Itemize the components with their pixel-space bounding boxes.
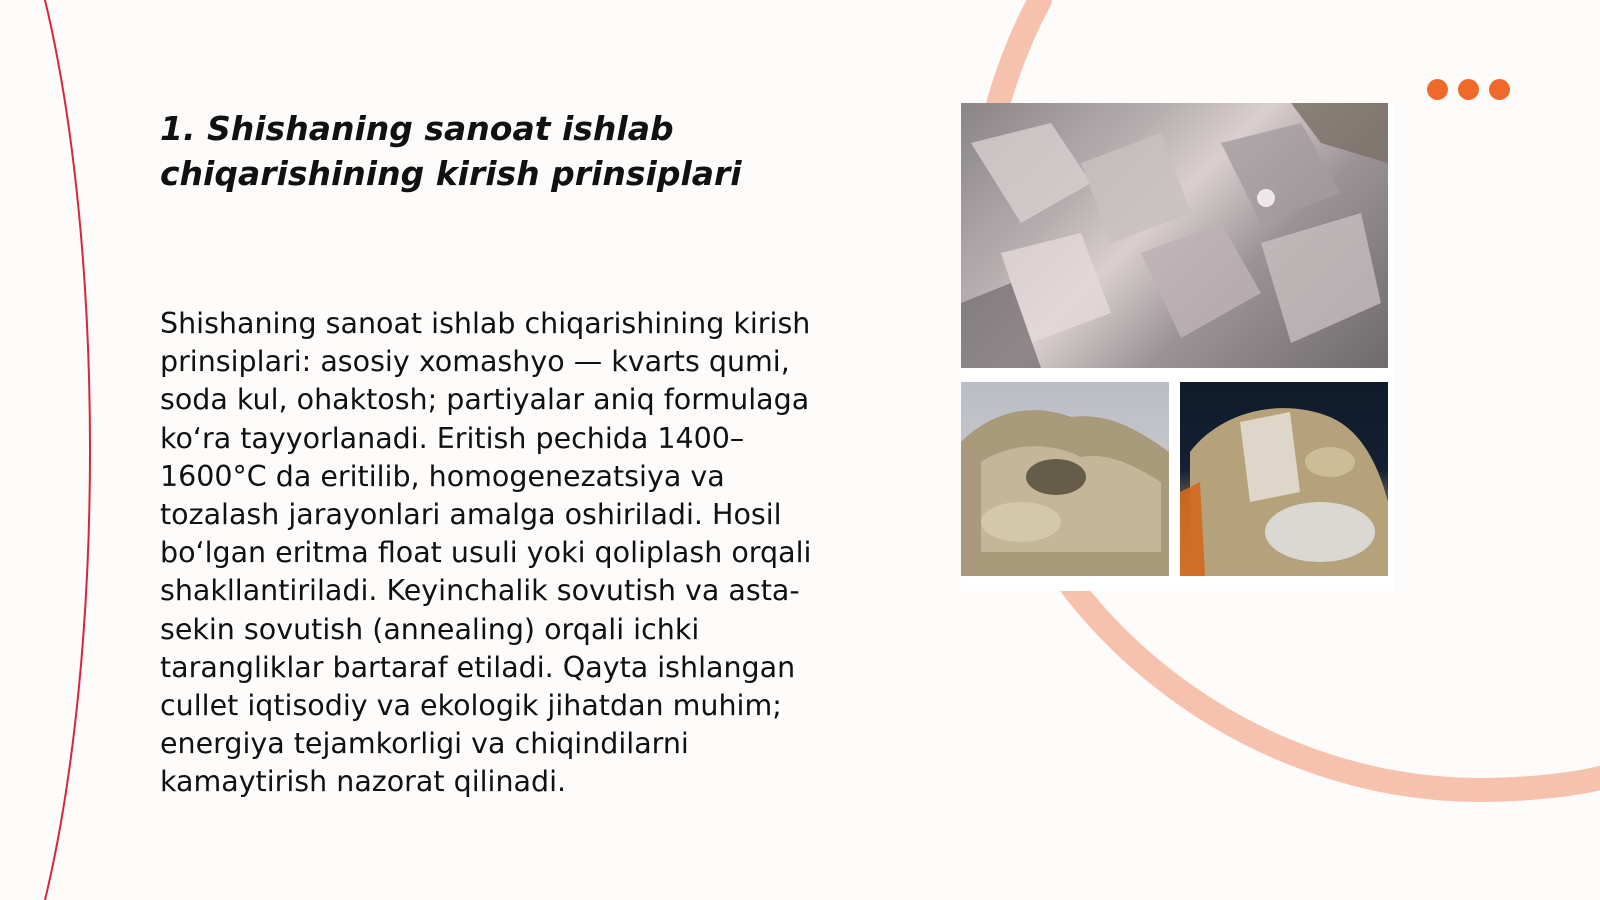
mineral-photo-large — [961, 103, 1388, 368]
dot-icon — [1427, 79, 1448, 100]
slide-body-text: Shishaning sanoat ishlab chiqarishining kirish prinsiplari: asosiy xomashyo — kvarts qumi, soda kul, ohaktosh; partiyalar aniq formulaga koʻra tayyorlanadi. Eritish pechida 1400–1600°C da eritilib, homogenezatsiya va tozalash jarayonlari amalga oshiriladi. Hosil boʻlgan eritma float usuli yoki qoliplash orqali shakllantiriladi. Keyinchalik sovutish va asta-sekin sovutish (annealing) orqali ichki tarangliklar bartaraf etiladi. Qayta ishlangan cullet iqtisodiy va ekologik jihatdan muhim; energiya tejamkorligi va chiqindilarni kamaytirish nazorat qilinadi. — [160, 307, 812, 799]
mica-crystal-photo-icon — [961, 103, 1388, 368]
photo-collage — [961, 103, 1394, 591]
dot-icon — [1458, 79, 1479, 100]
mica-rock-photo-icon — [961, 382, 1169, 576]
mineral-photo-bottom-left — [961, 382, 1169, 576]
dot-icon — [1489, 79, 1510, 100]
dots-decoration — [1427, 79, 1510, 100]
slide-title: 1. Shishaning sanoat ishlab chiqarishining kirish prinsiplari — [160, 109, 742, 193]
left-curve-line — [45, 0, 90, 900]
mineral-photo-bottom-right — [1180, 382, 1388, 576]
mica-crystal-dark-photo-icon — [1180, 382, 1388, 576]
